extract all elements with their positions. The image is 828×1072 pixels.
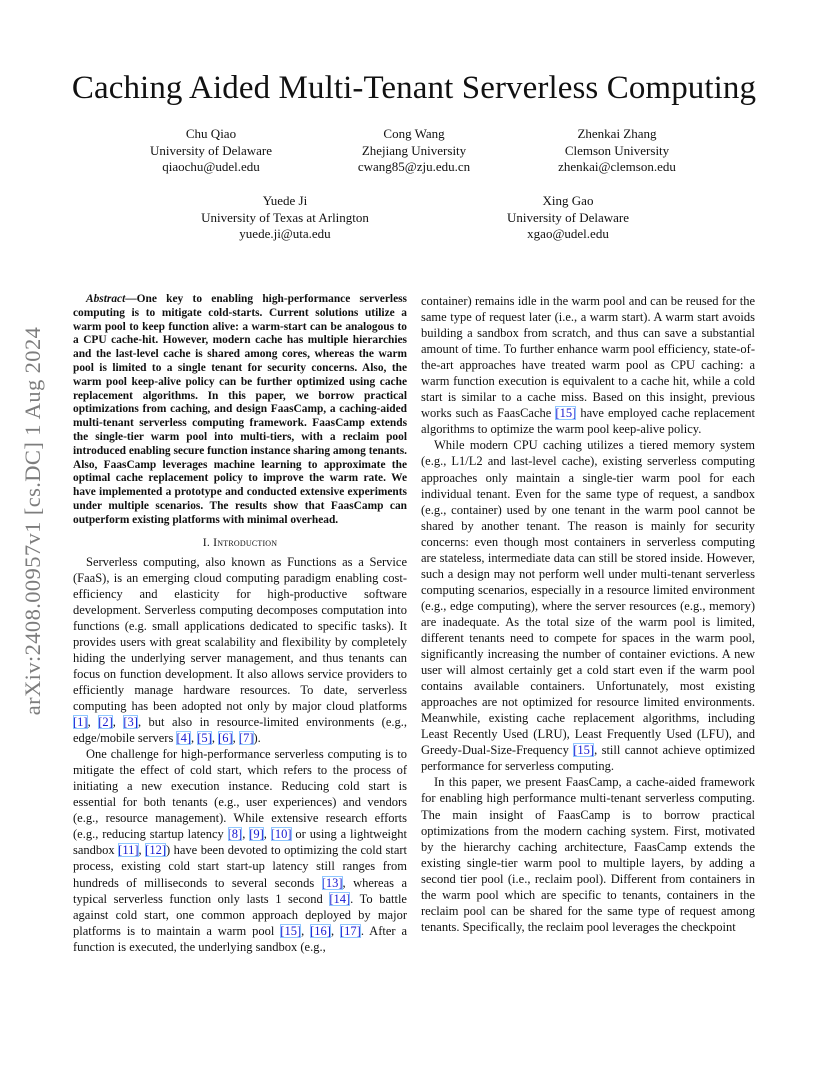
- citation-link[interactable]: [15]: [280, 923, 302, 938]
- paragraph-text: , but also in resource-limited environments (e.g., edge/mobile servers: [73, 715, 408, 746]
- paragraph-intro-2: [73, 746, 407, 955]
- author-name: Chu Qiao: [185, 126, 237, 141]
- separator: ,: [87, 715, 99, 730]
- citation-link[interactable]: [12]: [145, 843, 166, 858]
- separator: ,: [263, 827, 271, 842]
- section-title: Introduction: [213, 534, 278, 549]
- arxiv-identifier: arXiv:2408.00957v1 [cs.DC] 1 Aug 2024: [20, 326, 45, 716]
- author-affiliation: Zhejiang University: [361, 142, 467, 158]
- paragraph-text: Serverless computing, also known as Functions as a Service (FaaS), is an emerging cloud computing paradigm enabling cost-efficiency and elasticity for high-productive software development. Serverless computing decomposes computation into functions (e.g. small applications dedicated to specific tasks). It provides users with great scalability and flexibility by completely hiding the underlying server management, and thus tenants can focus on function development. It also allows service providers to efficiently manage hardware resources. To date, serverless computing has been adopted not only by major cloud platforms: [73, 554, 407, 714]
- section-heading-introduction: [73, 534, 407, 550]
- separator: ,: [211, 731, 219, 746]
- separator: ,: [232, 731, 239, 746]
- paragraph-text: , whereas a typical serverless function only lasts 1 second: [73, 875, 407, 906]
- paper-title: Caching Aided Multi-Tenant Serverless Computing: [71, 70, 757, 106]
- abstract-text: —One key to enabling high-performance serverless computing is to mitigate cold-starts. Current solutions utilize a warm pool to keep function alive: a warm-start can be analogous to a CPU cache-hit. However, modern cache has multiple hierarchies and the last-level cache is shared among cores, whereas the warm pool is limited to a single tenant for security concerns. Also, the warm pool keep-alive policy can be further optimized using cache replacement algorithms. In this paper, we borrow practical optimizations from caching, and design FaasCamp, a caching-aided multi-tenant serverless computing framework. FaasCamp extends the single-tier warm pool into multi-tiers, with a reclaim pool introduced enabling secure function instance sharing among tenants. Also, FaasCamp leverages machine learning to approximate the optimal cache replacement policy to improve the warm rate. We have implemented a prototype and conducted extensive experiments under multiple scenarios. The results show that FaasCamp can outperform existing platforms with minimal overhead.: [73, 293, 407, 526]
- arxiv-stamp: [20, 286, 46, 756]
- paragraph-text: ).: [253, 731, 261, 746]
- author-email: zhenkai@clemson.edu: [558, 159, 676, 174]
- citation-link[interactable]: [15]: [573, 743, 595, 758]
- citation-link[interactable]: [14]: [329, 891, 351, 906]
- author-name: Cong Wang: [383, 126, 445, 141]
- citation-link[interactable]: [10]: [270, 827, 292, 842]
- paragraph-intro-5: In this paper, we present FaasCamp, a cache-aided framework for enabling high performance multi-tenant serverless computing. The main insight of FaasCamp is to borrow practical optimizations from the modern caching system. First, motivated by the hierarchy caching architecture, FaasCamp extends the existing single-tier warm pool to multiple layers, by adding a second tier pool (i.e., reclaim pool). Different from containers in the warm pool which are specific to tenants, containers in the reclaim pool can be shared for the same type of request among tenants. Specifically, the reclaim pool leverages the checkpoint: [421, 775, 755, 934]
- author-block-3: [502, 126, 732, 176]
- citation-link[interactable]: [2]: [98, 715, 113, 730]
- paragraph-text: have employed cache replacement algorithms to optimize the warm pool keep-alive policy.: [421, 406, 756, 437]
- paragraph-text: While modern CPU caching utilizes a tiered memory system (e.g., L1/L2 and last-level cache), existing serverless computing approaches only maintain a single-tier warm pool for each individual tenant. Even for the same type of request, a sandbox (e.g., container) used by one tenant in the warm pool cannot be shared by another tenant. The reason is mainly for security concerns: even though most containers in serverless computing are stateless, intermediate data can still be stored inside. However, such a design may not perform well under multi-tenant serverless computing scenarios, especially in a resource limited environment (e.g., edge computing), where the server resources (e.g., memory) are inadequate. As the total size of the warm pool is limited, different tenants need to compete for spaces in the warm pool, significantly increasing the number of container evictions. A new user will almost certainly get a cold start even if the warm pool contains available containers. Unfortunately, most existing approaches are not optimized for resource limited environments. Meanwhile, existing cache replacement algorithms, including Least Recently Used (LRU), Least Frequently Used (LFU), and Greedy-Dual-Size-Frequency: [421, 438, 755, 758]
- paragraph-text: or using a lightweight sandbox: [73, 827, 407, 858]
- author-email: cwang85@zju.edu.cn: [357, 159, 471, 174]
- citation-link[interactable]: [1]: [73, 715, 88, 730]
- citation-link[interactable]: [3]: [123, 715, 138, 730]
- separator: ,: [191, 731, 198, 746]
- author-block-2: [299, 126, 529, 176]
- separator: ,: [242, 827, 250, 842]
- paragraph-intro-1: [73, 554, 407, 747]
- citation-link[interactable]: [5]: [197, 731, 212, 746]
- paragraph-intro-3: [421, 293, 755, 437]
- abstract-label: Abstract: [86, 293, 126, 305]
- right-column: [421, 293, 755, 935]
- section-number: I.: [202, 534, 214, 549]
- citation-link[interactable]: [11]: [118, 843, 139, 858]
- paragraph-text: , still cannot achieve optimized performance for serverless computing.: [421, 743, 755, 774]
- paragraph-text: One challenge for high-performance serverless computing is to mitigate the effect of cold start, which refers to the process of initiating a new execution instance. Reducing cold start is essential for both tenants (e.g., user experiences) and vendors (e.g., resource management). While extensive research efforts (e.g., reducing startup latency: [73, 747, 407, 842]
- author-name: Yuede Ji: [262, 193, 308, 208]
- citation-link[interactable]: [6]: [218, 731, 233, 746]
- author-email: qiaochu@udel.edu: [162, 159, 260, 174]
- paragraph-text: . After a function is executed, the underlying sandbox (e.g.,: [73, 923, 407, 954]
- citation-link[interactable]: [8]: [227, 827, 243, 842]
- author-affiliation: University of Delaware: [506, 209, 629, 225]
- author-name: Zhenkai Zhang: [577, 126, 657, 141]
- author-name: Xing Gao: [542, 193, 594, 208]
- author-block-5: [453, 193, 683, 243]
- citation-link[interactable]: [9]: [249, 827, 264, 842]
- separator: ,: [330, 923, 340, 938]
- citation-link[interactable]: [4]: [176, 731, 192, 746]
- citation-link[interactable]: [15]: [555, 406, 577, 421]
- paragraph-text: ) have been devoted to optimizing the cold start process, existing cold start start-up latency still ranges from hundreds of milliseconds to several seconds: [73, 843, 408, 890]
- paragraph-text: . To battle against cold start, one common approach deployed by major platforms is to maintain a warm pool: [73, 891, 407, 938]
- citation-link[interactable]: [17]: [340, 923, 361, 938]
- citation-link[interactable]: [13]: [321, 875, 343, 890]
- separator: ,: [138, 843, 146, 858]
- separator: ,: [112, 715, 124, 730]
- separator: ,: [301, 923, 311, 938]
- author-block-1: [96, 126, 326, 176]
- author-affiliation: University of Texas at Arlington: [201, 209, 369, 225]
- author-affiliation: University of Delaware: [149, 142, 272, 158]
- paragraph-text: container) remains idle in the warm pool and can be reused for the same type of request later (i.e., a warm start). A warm start avoids building a sandbox from scratch, and thus can save a substantial amount of time. To further enhance warm pool efficiency, state-of-the-art approaches have treated warm pool as CPU caching: a warm function execution is equivalent to a cache hit, while a cold start is similar to a cache miss. Based on this insight, previous works such as FaasCache: [421, 294, 755, 421]
- abstract: [73, 293, 407, 528]
- left-column: [73, 293, 407, 955]
- citation-link[interactable]: [16]: [310, 923, 331, 938]
- citation-link[interactable]: [7]: [238, 731, 254, 746]
- author-email: yuede.ji@uta.edu: [239, 226, 331, 241]
- author-email: xgao@udel.edu: [527, 226, 609, 241]
- author-affiliation: Clemson University: [564, 142, 670, 158]
- author-block-4: [170, 193, 400, 243]
- paragraph-intro-4: [421, 437, 755, 774]
